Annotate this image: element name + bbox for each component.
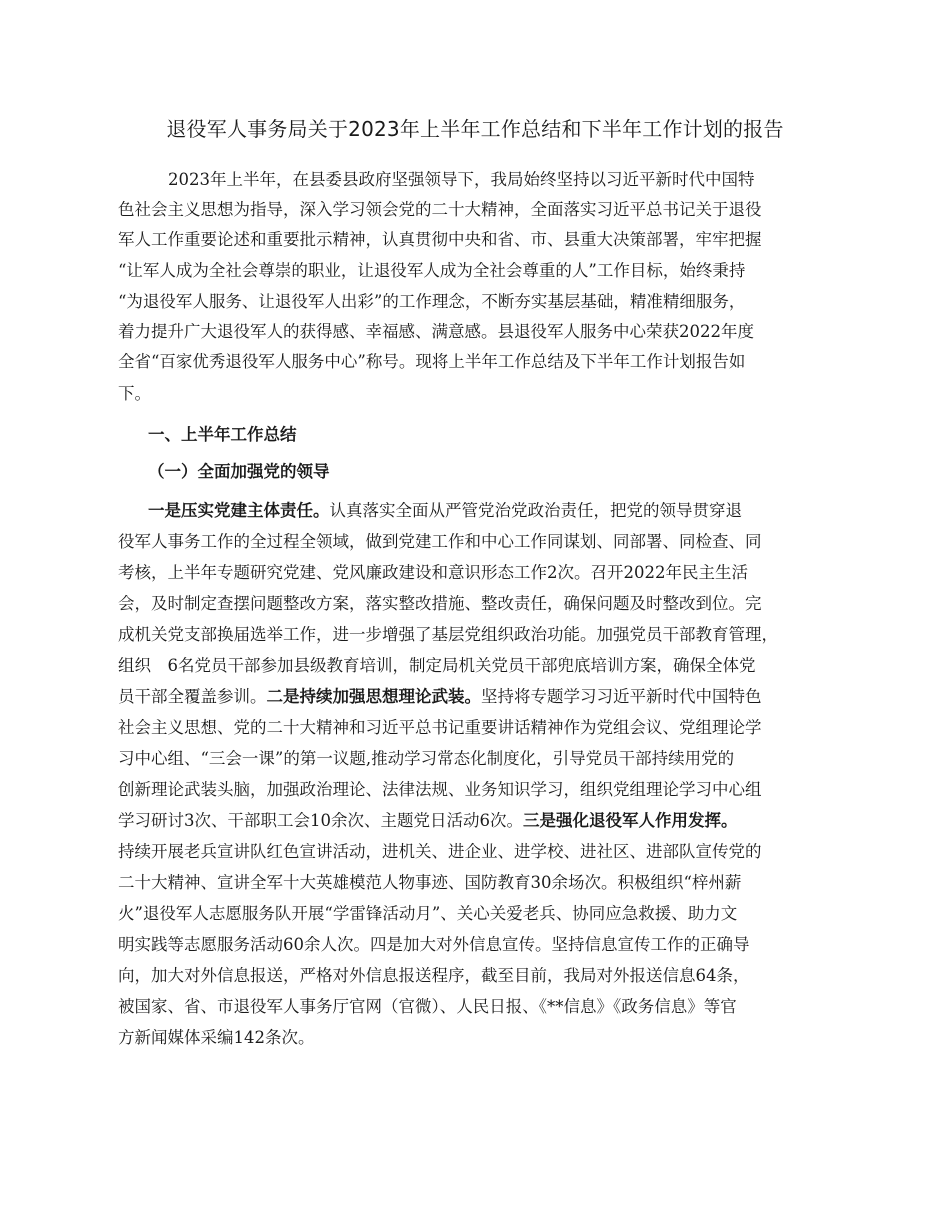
body-line: 明实践等志愿服务活动60余人次。四是加大对外信息宣传。坚持信息宣传工作的正确导 (118, 935, 750, 954)
lead-phrase: 三是强化退役军人作用发挥。 (523, 811, 738, 830)
body-line: 创新理论武装头脑，加强政治理论、法律法规、业务知识学习，组织党组理论学习中心组 (118, 780, 762, 799)
intro-line: 全省“百家优秀退役军人服务中心”称号。现将上半年工作总结及下半年工作计划报告如 (118, 352, 746, 371)
intro-line: 色社会主义思想为指导，深入学习领会党的二十大精神，全面落实习近平总书记关于退役 (118, 200, 762, 219)
body-text: 坚持将专题学习习近平新时代中国特色 (481, 687, 762, 706)
section-heading: 一、上半年工作总结 (148, 425, 297, 444)
body-line (148, 501, 742, 521)
body-line: 被国家、省、市退役军人事务厅官网（官微）、人民日报、《**信息》《政务信息》等官 (118, 997, 737, 1016)
body-line: 持续开展老兵宣讲队红色宣讲活动，进机关、进企业、进学校、进社区、进部队宣传党的 (118, 842, 762, 861)
body-line (118, 687, 762, 707)
body-line: 火”退役军人志愿服务队开展“学雷锋活动月”、关心关爱老兵、协同应急救援、助力文 (118, 904, 738, 923)
body-line: 成机关党支部换届选举工作，进一步增强了基层党组织政治功能。加强党员干部教育管理， (118, 625, 778, 644)
body-line: 向，加大对外信息报送，严格对外信息报送程序，截至目前，我局对外报送信息64条， (118, 966, 750, 985)
body-line: 二十大精神、宣讲全军十大英雄模范人物事迹、国防教育30余场次。积极组织“梓州薪 (118, 873, 742, 892)
intro-line: 下。 (118, 384, 151, 403)
body-line: 方新闻媒体采编142条次。 (118, 1028, 315, 1047)
intro-line: 着力提升广大退役军人的获得感、幸福感、满意感。县退役军人服务中心荣获2022年度 (118, 322, 754, 341)
body-line (118, 811, 738, 831)
body-text: 学习研讨3次、干部职工会10余次、主题党日活动6次。 (118, 811, 523, 830)
lead-phrase: 二是持续加强思想理论武装。 (266, 687, 481, 706)
intro-line: 2023年上半年，在县委县政府坚强领导下，我局始终坚持以习近平新时代中国特 (168, 170, 755, 189)
document-title: 退役军人事务局关于2023年上半年工作总结和下半年工作计划的报告 (166, 117, 784, 141)
body-text: 认真落实全面从严管党治党政治责任，把党的领导贯穿退 (329, 501, 742, 520)
lead-phrase: 一是压实党建主体责任。 (148, 501, 330, 520)
body-line: 习中心组、“三会一课”的第一议题,推动学习常态化制度化，引导党员干部持续用党的 (118, 749, 735, 768)
body-line: 社会主义思想、党的二十大精神和习近平总书记重要讲话精神作为党组会议、党组理论学 (118, 718, 762, 737)
body-line: 役军人事务工作的全过程全领域，做到党建工作和中心工作同谋划、同部署、同检查、同 (118, 532, 762, 551)
body-line: 组织 6名党员干部参加县级教育培训，制定局机关党员干部兜底培训方案，确保全体党 (118, 656, 756, 675)
subsection-heading: （一）全面加强党的领导 (148, 462, 330, 481)
body-text: 员干部全覆盖参训。 (118, 687, 267, 706)
intro-line: “为退役军人服务、让退役军人出彩”的工作理念，不断夯实基层基础，精准精细服务， (118, 292, 746, 311)
body-line: 会，及时制定查摆问题整改方案，落实整改措施、整改责任，确保问题及时整改到位。完 (118, 594, 762, 613)
intro-line: “让军人成为全社会尊崇的职业，让退役军人成为全社会尊重的人”工作目标，始终秉持 (118, 261, 746, 280)
body-line: 考核，上半年专题研究党建、党风廉政建设和意识形态工作2次。召开2022年民主生活 (118, 563, 748, 582)
intro-line: 军人工作重要论述和重要批示精神，认真贯彻中央和省、市、县重大决策部署，牢牢把握 (118, 230, 762, 249)
